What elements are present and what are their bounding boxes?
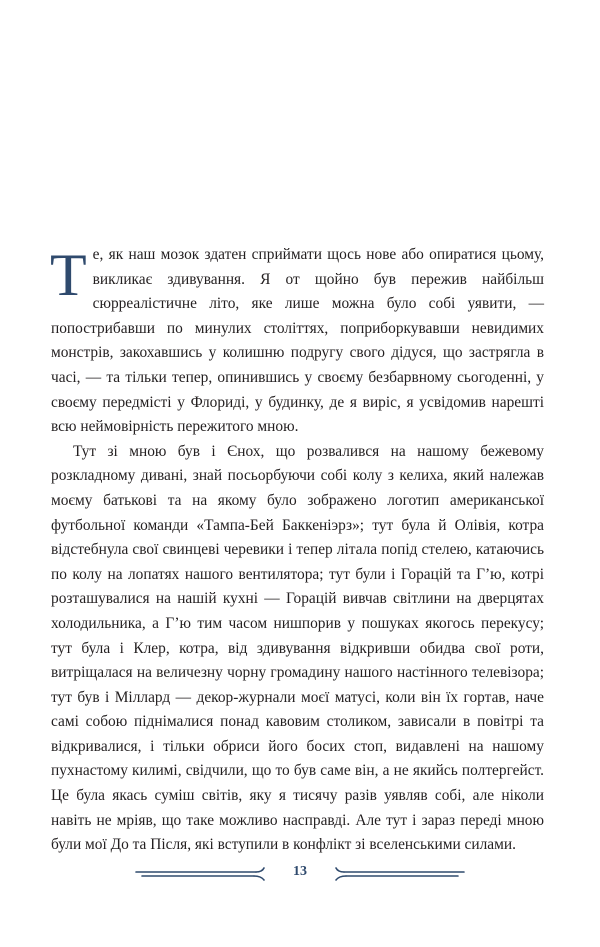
drop-cap: Т xyxy=(50,242,87,308)
page-footer xyxy=(134,859,466,887)
page-number: 13 xyxy=(293,864,307,879)
paragraph-1 xyxy=(51,243,544,440)
body-text xyxy=(51,243,544,858)
paragraph-1-text: е, як наш мозок здатен сприймати щось нове або опиратися цьому, викликає здивування. Я от щойно був пережив найбільш сюрреалістичне літо, яке лише можна було собі уявити, — попострибавши по минулих століттях, поприборкувавши невидимих монстрів, закохавшись у колишню подругу свого дідуся, що застрягла в часі, — та тільки тепер, опинившись у своєму безбарвному сьогоденні, у своєму передмісті у Флориді, у будинку, де я виріс, я усвідомив нарешті всю неймовірність пережитого мною. xyxy=(51,246,544,436)
paragraph-2: Тут зі мною був і Єнох, що розвалився на нашому бежевому розкладному дивані, знай посьорбуючи собі колу з келиха, який належав моєму батькові та на якому було зображено логотип американської футбольної команди «Тампа-Бей Баккеніэрз»; тут була й Олівія, котра відстебнула свої свинцеві черевики і тепер літала попід стелею, катаючись по колу на лопатях нашого вентилятора; тут були і Горацій та Г’ю, котрі розташувалися на нашій кухні — Горацій вивчав світлини на дверцятах холодильника, а Г’ю тим часом нишпорив у пошуках якогось перекусу; тут була і Клер, котра, від здивування відкривши обидва свої роти, витріщалася на величезну чорну громадину нашого настінного телевізора; тут був і Міллард — декор-журнали моєї матусі, коли він їх гортав, наче самі собою піднімалися понад кавовим столиком, зависали в повітрі та відкривалися, і тільки обриси його босих стоп, видавлені на нашому пухнастому килимі, свідчили, що то був саме він, а не якийсь полтергейст. Це була якась суміш світів, яку я тисячу разів уявляв собі, але ніколи навіть не мріяв, що таке можливо насправді. Але тут і зараз переді мною були мої До та Після, які вступили в конфлікт зі вселенськими силами. xyxy=(51,442,544,854)
